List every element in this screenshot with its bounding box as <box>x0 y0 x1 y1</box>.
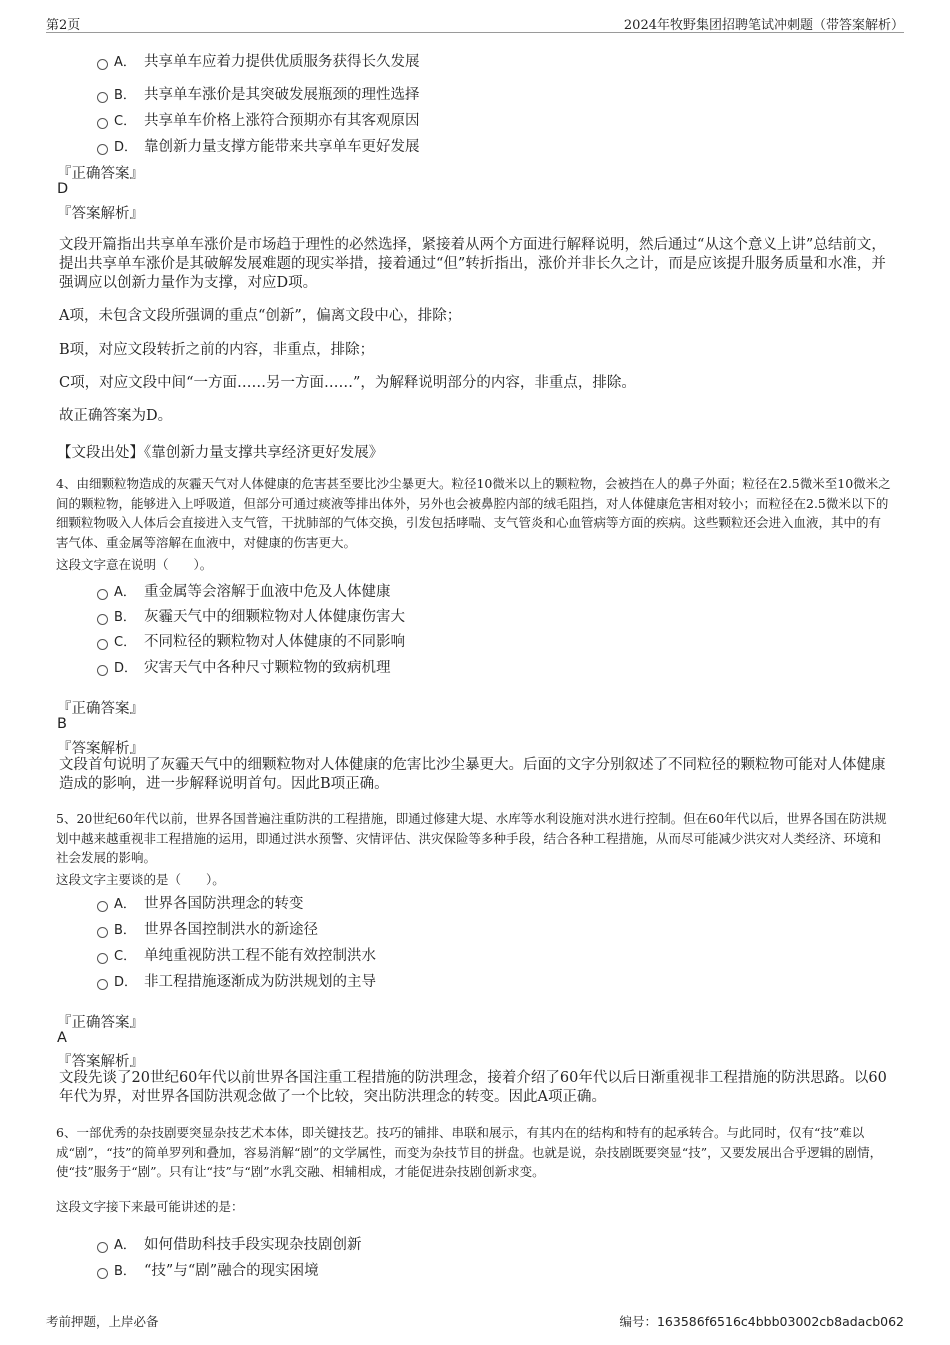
q3-source: 【文段出处】《靠创新力量支撑共享经济更好发展》 <box>57 445 384 461</box>
q5-answer-label: 『正确答案』 <box>57 1015 144 1031</box>
q4-option-a[interactable]: A． 重金属等会溶解于血液中危及人体健康 <box>97 580 391 601</box>
q5-prompt: 这段文字主要谈的是（ ）。 <box>56 872 225 887</box>
q3-analysis-label: 『答案解析』 <box>57 206 144 222</box>
q4-option-d[interactable]: D． 灾害天气中各种尺寸颗粒物的致病机理 <box>97 656 391 677</box>
q5-option-d[interactable]: D． 非工程措施逐渐成为防洪规划的主导 <box>97 970 376 991</box>
q3-option-d[interactable]: D． 靠创新力量支撑方能带来共享单车更好发展 <box>97 135 420 156</box>
q5-option-b[interactable]: B． 世界各国控制洪水的新途径 <box>97 918 318 939</box>
radio-icon[interactable] <box>97 953 108 964</box>
q6-option-a[interactable]: A． 如何借助科技手段实现杂技剧创新 <box>97 1233 362 1254</box>
radio-icon[interactable] <box>97 59 108 70</box>
q3-option-b[interactable]: B． 共享单车涨价是其突破发展瓶颈的理性选择 <box>97 83 420 104</box>
radio-icon[interactable] <box>97 1242 108 1253</box>
radio-icon[interactable] <box>97 927 108 938</box>
radio-icon[interactable] <box>97 589 108 600</box>
q3-analysis-paragraph: 文段开篇指出共享单车涨价是市场趋于理性的必然选择，紧接着从两个方面进行解释说明，然后通过“从这个意义上讲”总结前文，提出共享单车涨价是其破解发展难题的现实举措，接着通过“但”转折指出，涨价并非长久之计，而是应该提升服务质量和水准，并强调应以创新力量作为支撑，对应D项。 <box>59 237 886 291</box>
footer-slogan: 考前押题，上岸必备 <box>46 1314 159 1329</box>
q4-answer: B <box>57 716 67 732</box>
q4-analysis-label: 『答案解析』 <box>57 741 144 757</box>
q5-option-a[interactable]: A． 世界各国防洪理念的转变 <box>97 892 304 913</box>
q3-analysis-b: B项，对应文段转折之前的内容，非重点，排除； <box>59 342 375 358</box>
q6-prompt: 这段文字接下来最可能讲述的是： <box>56 1199 244 1214</box>
q3-analysis-a: A项，未包含文段所强调的重点“创新”，偏离文段中心，排除； <box>59 308 462 324</box>
q5-answer: A <box>57 1030 67 1046</box>
radio-icon[interactable] <box>97 144 108 155</box>
q5-question-text: 5、20世纪60年代以前，世界各国普遍注重防洪的工程措施，即通过修建大堤、水库等水利设施对洪水进行控制。但在60年代以后，世界各国在防洪规划中越来越重视非工程措施的运用，即通过洪水预警、灾情评估、洪灾保险等多种手段，结合各种工程措施，从而尽可能减少洪灾对人类经济、环境和社会发展的影响。 <box>56 811 887 865</box>
q3-answer-label: 『正确答案』 <box>57 166 144 182</box>
q5-analysis: 文段先谈了20世纪60年代以前世界各国注重工程措施的防洪理念，接着介绍了60年代以后日渐重视非工程措施的防洪思路。以60年代为界，对世界各国防洪观念做了一个比较，突出防洪理念的转变。因此A项正确。 <box>59 1070 887 1105</box>
q4-option-c[interactable]: C． 不同粒径的颗粒物对人体健康的不同影响 <box>97 630 405 651</box>
q3-analysis-c: C项，对应文段中间“一方面……另一方面……”，为解释说明部分的内容，非重点，排除。 <box>59 375 636 391</box>
q5-analysis-label: 『答案解析』 <box>57 1054 144 1070</box>
q4-analysis: 文段首句说明了灰霾天气中的细颗粒物对人体健康的危害比沙尘暴更大。后面的文字分别叙述了不同粒径的颗粒物可能对人体健康造成的影响，进一步解释说明首句。因此B项正确。 <box>59 757 886 792</box>
radio-icon[interactable] <box>97 1268 108 1279</box>
document-id: 编号：163586f6516c4bbb03002cb8adacb062 <box>619 1314 904 1329</box>
q3-analysis-conclusion: 故正确答案为D。 <box>59 408 173 424</box>
q3-option-a[interactable]: A． 共享单车应着力提供优质服务获得长久发展 <box>97 50 420 71</box>
radio-icon[interactable] <box>97 901 108 912</box>
q4-option-b[interactable]: B． 灰霾天气中的细颗粒物对人体健康伤害大 <box>97 605 405 626</box>
page-header <box>46 14 904 33</box>
q3-answer: D <box>57 181 69 197</box>
radio-icon[interactable] <box>97 92 108 103</box>
q4-prompt: 这段文字意在说明（ ）。 <box>56 557 213 572</box>
radio-icon[interactable] <box>97 979 108 990</box>
radio-icon[interactable] <box>97 639 108 650</box>
q4-question-text: 4、由细颗粒物造成的灰霾天气对人体健康的危害甚至要比沙尘暴更大。粒径10微米以上的颗粒物，会被挡在人的鼻子外面；粒径在2.5微米至10微米之间的颗粒物，能够进入上呼吸道，但部分可通过痰液等排出体外，另外也会被鼻腔内部的绒毛阻挡，对人体健康危害相对较小；而粒径在2.5微米以下的细颗粒物吸入人体后会直接进入支气管，干扰肺部的气体交换，引发包括哮喘、支气管炎和心血管病等方面的疾病。这些颗粒还会进入血液，其中的有害气体、重金属等溶解在血液中，对健康的伤害更大。 <box>56 476 891 550</box>
q4-answer-label: 『正确答案』 <box>57 701 144 717</box>
q6-option-b[interactable]: B． “技”与“剧”融合的现实困境 <box>97 1259 319 1280</box>
radio-icon[interactable] <box>97 118 108 129</box>
radio-icon[interactable] <box>97 665 108 676</box>
radio-icon[interactable] <box>97 614 108 625</box>
page-number: 第2页 <box>46 18 81 33</box>
document-title: 2024年牧野集团招聘笔试冲刺题（带答案解析） <box>623 18 904 33</box>
q5-option-c[interactable]: C． 单纯重视防洪工程不能有效控制洪水 <box>97 944 376 965</box>
q6-question-text: 6、一部优秀的杂技剧要突显杂技艺术本体，即关键技艺。技巧的铺排、串联和展示，有其内在的结构和特有的起承转合。与此同时，仅有“技”难以成“剧”，“技”的简单罗列和叠加，容易消解“剧”的文学属性，而变为杂技节目的拼盘。也就是说，杂技剧既要突显“技”，又要发展出合乎逻辑的剧情，使“技”服务于“剧”。只有让“技”与“剧”水乳交融、相辅相成，才能促进杂技剧创新求变。 <box>56 1125 883 1179</box>
q3-option-c[interactable]: C． 共享单车价格上涨符合预期亦有其客观原因 <box>97 109 420 130</box>
